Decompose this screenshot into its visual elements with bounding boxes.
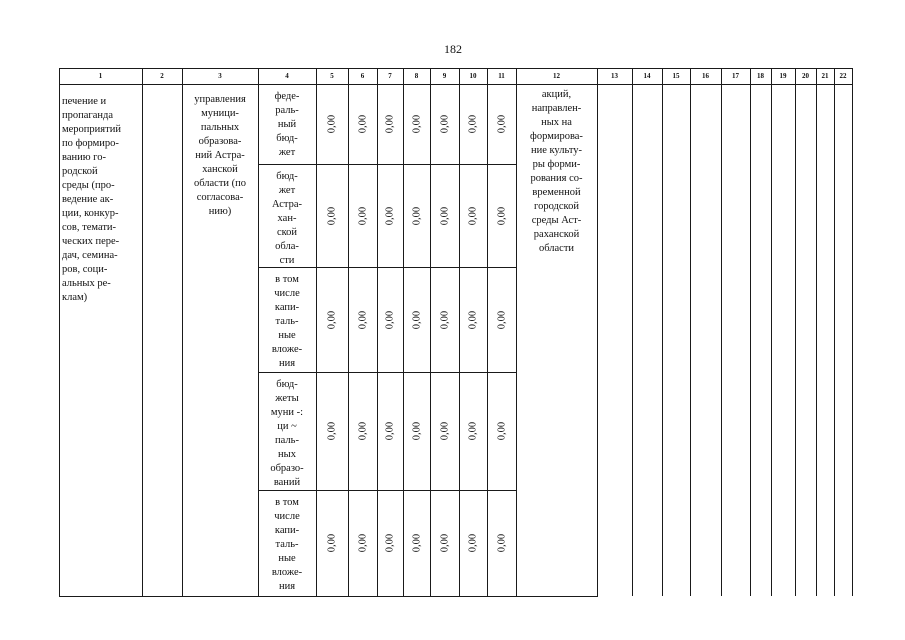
budget-row-border bbox=[258, 372, 517, 373]
budget-value-text: 0,00 bbox=[411, 206, 422, 226]
budget-value bbox=[383, 413, 397, 449]
result-description: городской bbox=[534, 201, 579, 212]
budget-value-text: 0,00 bbox=[384, 421, 396, 441]
column-header-number: 13 bbox=[611, 72, 618, 80]
budget-value bbox=[466, 413, 480, 449]
budget-row-border bbox=[258, 490, 517, 491]
table-row-border bbox=[59, 84, 853, 85]
table-column-border bbox=[834, 68, 835, 596]
budget-source-label: муни -: bbox=[270, 407, 304, 418]
budget-value-text: 0,00 bbox=[496, 114, 507, 134]
budget-source-label: таль- bbox=[275, 539, 299, 550]
column-header-number: 11 bbox=[498, 72, 505, 80]
activity-description: родской bbox=[62, 166, 98, 177]
table-column-border bbox=[795, 68, 796, 596]
budget-value-text: 0,00 bbox=[326, 421, 338, 441]
activity-description: ванию го- bbox=[62, 152, 106, 163]
table-column-border bbox=[403, 68, 404, 596]
table-column-border bbox=[632, 68, 633, 596]
executor-description: нию) bbox=[208, 206, 232, 217]
budget-value-text: 0,00 bbox=[357, 421, 368, 441]
table-column-border bbox=[377, 68, 378, 596]
budget-source-label: в том bbox=[275, 497, 299, 508]
executor-description: управления bbox=[194, 94, 246, 105]
result-description: рования со- bbox=[530, 173, 583, 184]
budget-value-text: 0,00 bbox=[411, 533, 422, 553]
budget-value-text: 0,00 bbox=[439, 206, 450, 226]
budget-value-text: 0,00 bbox=[439, 533, 450, 553]
budget-source-label: жеты bbox=[275, 393, 299, 404]
table-column-border bbox=[852, 68, 853, 596]
activity-description: альных ре- bbox=[62, 278, 111, 289]
budget-value bbox=[356, 198, 370, 234]
table-column-border bbox=[816, 68, 817, 596]
budget-value bbox=[383, 302, 397, 338]
budget-source-label: бюд- bbox=[276, 171, 298, 182]
budget-value bbox=[495, 525, 509, 561]
budget-value-text: 0,00 bbox=[384, 310, 396, 330]
budget-value bbox=[466, 106, 480, 142]
budget-value-text: 0,00 bbox=[467, 206, 479, 226]
column-header-number: 16 bbox=[702, 72, 709, 80]
budget-source-label: в том bbox=[275, 274, 299, 285]
budget-value bbox=[383, 106, 397, 142]
budget-value-text: 0,00 bbox=[384, 533, 396, 553]
budget-value-text: 0,00 bbox=[496, 310, 507, 330]
executor-description: образова- bbox=[198, 136, 242, 147]
column-header-number: 3 bbox=[218, 72, 222, 80]
budget-value bbox=[438, 198, 452, 234]
budget-source-label: жет bbox=[278, 147, 296, 158]
budget-source-label: Астра- bbox=[271, 199, 303, 210]
table-column-border bbox=[771, 68, 772, 596]
budget-value-text: 0,00 bbox=[357, 114, 368, 134]
activity-description: дач, семина- bbox=[62, 250, 118, 261]
budget-value-text: 0,00 bbox=[326, 114, 338, 134]
result-description: формирова- bbox=[530, 131, 583, 142]
budget-value bbox=[410, 302, 424, 338]
table-column-border bbox=[182, 68, 183, 596]
budget-source-label: бюд- bbox=[276, 379, 298, 390]
column-header-number: 12 bbox=[553, 72, 560, 80]
budget-value bbox=[356, 413, 370, 449]
table-column-border bbox=[690, 68, 691, 596]
budget-value-text: 0,00 bbox=[496, 421, 507, 441]
column-header-number: 14 bbox=[643, 72, 651, 80]
budget-value-text: 0,00 bbox=[411, 310, 422, 330]
budget-value-text: 0,00 bbox=[467, 114, 479, 134]
budget-source-label: образо- bbox=[270, 463, 304, 474]
column-header-number: 9 bbox=[442, 72, 447, 80]
table-column-border bbox=[258, 68, 259, 596]
budget-value-text: 0,00 bbox=[326, 533, 338, 553]
column-header-number: 22 bbox=[839, 72, 847, 80]
budget-source-label: таль- bbox=[275, 316, 299, 327]
budget-source-label: вложе- bbox=[271, 344, 303, 355]
budget-value bbox=[495, 198, 509, 234]
table-column-border bbox=[348, 68, 349, 596]
activity-description: сов, темати- bbox=[62, 222, 117, 233]
activity-description: ческих пере- bbox=[62, 236, 120, 247]
result-description: направлен- bbox=[531, 103, 582, 114]
budget-value-text: 0,00 bbox=[496, 533, 507, 553]
budget-source-label: ния bbox=[278, 581, 296, 592]
budget-value bbox=[356, 302, 370, 338]
column-header-number: 8 bbox=[414, 72, 419, 80]
budget-value bbox=[325, 198, 339, 234]
column-header-number: 20 bbox=[802, 72, 809, 80]
budget-source-label: раль- bbox=[275, 105, 299, 116]
result-description: ры форми- bbox=[532, 159, 581, 170]
table-column-border bbox=[750, 68, 751, 596]
budget-source-label: ния bbox=[278, 358, 296, 369]
budget-source-label: бюд- bbox=[276, 133, 298, 144]
column-header-number: 4 bbox=[285, 72, 289, 80]
budget-value bbox=[410, 525, 424, 561]
result-description: акций, bbox=[541, 89, 572, 100]
activity-description: ров, соци- bbox=[62, 264, 108, 275]
budget-value-text: 0,00 bbox=[439, 114, 450, 134]
budget-value-text: 0,00 bbox=[439, 421, 450, 441]
activity-description: среды (про- bbox=[62, 180, 115, 191]
table-column-border bbox=[59, 68, 60, 596]
budget-value bbox=[383, 198, 397, 234]
budget-source-label: ные bbox=[278, 330, 296, 341]
budget-source-label: капи- bbox=[274, 525, 300, 536]
budget-value bbox=[466, 525, 480, 561]
budget-value-text: 0,00 bbox=[384, 206, 396, 226]
table-column-border bbox=[316, 68, 317, 596]
table-bottom-border bbox=[59, 596, 598, 597]
table-column-border bbox=[721, 68, 722, 596]
budget-source-label: ные bbox=[278, 553, 296, 564]
budget-source-label: ской bbox=[276, 227, 298, 238]
budget-value-text: 0,00 bbox=[439, 310, 450, 330]
budget-source-label: феде- bbox=[274, 91, 300, 102]
budget-value bbox=[410, 198, 424, 234]
activity-description: пропаганда bbox=[62, 110, 113, 121]
activity-description: по формиро- bbox=[62, 138, 119, 149]
budget-value bbox=[356, 525, 370, 561]
budget-value bbox=[495, 106, 509, 142]
budget-value bbox=[356, 106, 370, 142]
budget-value bbox=[438, 106, 452, 142]
budget-source-label: числе bbox=[274, 511, 300, 522]
budget-source-label: обла- bbox=[275, 241, 299, 252]
budget-source-label: сти bbox=[279, 255, 295, 266]
table-column-border bbox=[662, 68, 663, 596]
budget-source-label: ци ~ bbox=[277, 421, 297, 432]
budget-value bbox=[466, 302, 480, 338]
executor-description: ханской bbox=[202, 164, 238, 175]
budget-value-text: 0,00 bbox=[467, 310, 479, 330]
table-column-border bbox=[459, 68, 460, 596]
budget-value-text: 0,00 bbox=[467, 533, 479, 553]
column-header-number: 18 bbox=[757, 72, 764, 80]
budget-source-label: паль- bbox=[275, 435, 299, 446]
activity-description: ции, конкур- bbox=[62, 208, 119, 219]
budget-value bbox=[325, 525, 339, 561]
column-header-number: 5 bbox=[330, 72, 334, 80]
column-header-number: 15 bbox=[672, 72, 680, 80]
activity-description: клам) bbox=[62, 292, 88, 303]
budget-value bbox=[325, 106, 339, 142]
budget-value-text: 0,00 bbox=[467, 421, 479, 441]
table-column-border bbox=[142, 68, 143, 596]
page-number: 182 bbox=[444, 42, 462, 56]
table-column-border bbox=[597, 68, 598, 596]
budget-value bbox=[438, 525, 452, 561]
table-column-border bbox=[516, 68, 517, 596]
executor-description: пальных bbox=[200, 122, 240, 133]
executor-description: области (по bbox=[193, 178, 247, 189]
budget-source-label: ваний bbox=[273, 477, 301, 488]
activity-description: мероприятий bbox=[62, 124, 121, 135]
result-description: раханской bbox=[533, 229, 580, 240]
budget-source-label: ный bbox=[277, 119, 297, 130]
executor-description: муници- bbox=[201, 108, 239, 119]
budget-source-label: хан- bbox=[277, 213, 297, 224]
budget-value-text: 0,00 bbox=[411, 114, 422, 134]
budget-value bbox=[495, 413, 509, 449]
budget-value-text: 0,00 bbox=[357, 206, 368, 226]
column-header-number: 6 bbox=[360, 72, 365, 80]
result-description: ных на bbox=[541, 117, 572, 128]
result-description: ние культу- bbox=[530, 145, 583, 156]
column-header-number: 2 bbox=[160, 72, 164, 80]
column-header-number: 17 bbox=[732, 72, 739, 80]
table-column-border bbox=[487, 68, 488, 596]
table-column-border bbox=[430, 68, 431, 596]
budget-row-border bbox=[258, 164, 517, 165]
budget-value bbox=[438, 302, 452, 338]
column-header-number: 21 bbox=[821, 72, 829, 80]
budget-source-label: жет bbox=[278, 185, 296, 196]
budget-value-text: 0,00 bbox=[496, 206, 507, 226]
budget-value-text: 0,00 bbox=[357, 533, 368, 553]
result-description: среды Аст- bbox=[531, 215, 582, 226]
budget-value-text: 0,00 bbox=[326, 206, 338, 226]
budget-value bbox=[383, 525, 397, 561]
budget-value bbox=[438, 413, 452, 449]
budget-value bbox=[325, 413, 339, 449]
activity-description: печение и bbox=[62, 96, 107, 107]
column-header-number: 7 bbox=[388, 72, 392, 80]
column-header-number: 10 bbox=[469, 72, 477, 80]
budget-source-label: капи- bbox=[274, 302, 300, 313]
budget-value-text: 0,00 bbox=[326, 310, 338, 330]
budget-value bbox=[410, 106, 424, 142]
column-header-number: 19 bbox=[779, 72, 787, 80]
result-description: временной bbox=[532, 187, 581, 198]
budget-value bbox=[325, 302, 339, 338]
table-row-border bbox=[59, 68, 853, 69]
budget-source-label: числе bbox=[274, 288, 300, 299]
budget-value-text: 0,00 bbox=[357, 310, 368, 330]
budget-value-text: 0,00 bbox=[384, 114, 396, 134]
budget-source-label: вложе- bbox=[271, 567, 303, 578]
column-header-number: 1 bbox=[98, 72, 103, 80]
executor-description: ний Астра- bbox=[195, 150, 245, 161]
budget-source-label: ных bbox=[278, 449, 296, 460]
activity-description: ведение ак- bbox=[62, 194, 114, 205]
executor-description: согласова- bbox=[196, 192, 244, 203]
budget-value bbox=[466, 198, 480, 234]
budget-value bbox=[410, 413, 424, 449]
result-description: области bbox=[538, 243, 575, 254]
budget-value-text: 0,00 bbox=[411, 421, 422, 441]
budget-value bbox=[495, 302, 509, 338]
